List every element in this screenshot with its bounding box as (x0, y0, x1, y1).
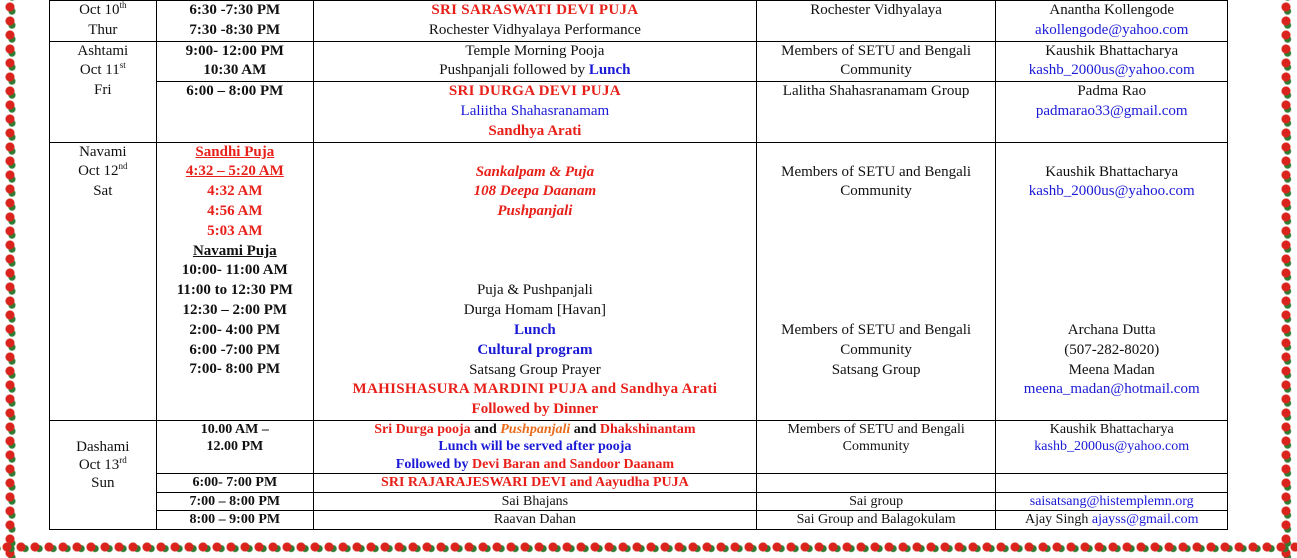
contact-name: Kaushik Bhattacharya (1045, 42, 1179, 59)
event-item: Laliitha Shahasranamam (460, 102, 610, 119)
event-cell (314, 41, 757, 82)
contact-email-link[interactable]: padmarao33@gmail.com (1035, 102, 1188, 119)
day-cell (50, 420, 157, 529)
event-item: Sri Durga pooja (374, 421, 475, 437)
contact-email-link[interactable]: kashb_2000us@yahoo.com (1028, 62, 1195, 79)
event-item: Satsang Group Prayer (469, 361, 601, 378)
event-item: Pushpanjali (500, 421, 574, 437)
floral-border-bottom (0, 536, 1297, 558)
event-title: MAHISHASURA MARDINI PUJA and Sandhya Arati (352, 381, 718, 398)
organizer-group: Rochester Vidhyalaya (810, 2, 942, 18)
table-row (50, 41, 1228, 82)
group-cell (756, 142, 996, 420)
event-item: Followed by (395, 456, 472, 472)
time-slot: 6:00- 7:00 PM (192, 475, 278, 491)
event-item: Durga Homam [Havan] (463, 302, 606, 319)
group-cell (756, 41, 996, 82)
day-suffix: nd (118, 161, 128, 172)
table-row (50, 142, 1228, 420)
time-cell (156, 1, 313, 42)
time-slot: 10:30 AM (203, 62, 267, 79)
table-row (50, 474, 1228, 493)
table-row (50, 1, 1228, 42)
contact-cell (996, 41, 1228, 82)
organizer-group: Members of SETU and Bengali Community (781, 321, 972, 358)
time-slot: 10:00- 11:00 AM (181, 262, 288, 279)
event-item: Pushpanjali (497, 203, 573, 220)
contact-cell (996, 492, 1228, 511)
time-slot: 5:03 AM (207, 222, 263, 239)
contact-cell (996, 511, 1228, 530)
time-cell (156, 474, 313, 493)
group-cell (756, 492, 996, 511)
organizer-group: Sai group (849, 493, 904, 509)
day-name: Dashami (76, 438, 130, 455)
table-row (50, 492, 1228, 511)
day-date: Oct 10 (79, 2, 120, 18)
organizer-group: Satsang Group (831, 361, 921, 378)
event-cell (314, 420, 757, 474)
event-item: Devi Baran and Sandoor Daanam (472, 456, 675, 472)
event-item: Dhakshinantam (599, 421, 696, 437)
time-cell (156, 41, 313, 82)
table-row (50, 511, 1228, 530)
floral-border-left (0, 0, 20, 558)
event-item: Sandhya Arati (488, 122, 582, 139)
event-item: 108 Deepa Daanam (473, 183, 597, 200)
time-slot: 6:00 – 8:00 PM (186, 83, 284, 100)
organizer-group: Members of SETU and Bengali Community (787, 421, 965, 455)
event-highlight: Lunch (514, 321, 556, 338)
contact-name: Kaushik Bhattacharya (1045, 163, 1179, 180)
day-name: Ashtami (77, 42, 129, 59)
contact-cell (996, 142, 1228, 420)
floral-border-right (1275, 0, 1297, 558)
time-slot: 4:32 AM (207, 183, 263, 200)
contact-cell (996, 1, 1228, 42)
event-connector: and (474, 421, 501, 437)
time-slot: 7:00 – 8:00 PM (189, 493, 281, 509)
time-slot: 6:00 -7:00 PM (189, 341, 281, 358)
day-cell (50, 41, 157, 142)
day-date: Oct 12 (78, 163, 119, 180)
event-cell (314, 492, 757, 511)
event-item: Sai Bhajans (501, 493, 569, 509)
time-slot: 7:00- 8:00 PM (189, 361, 281, 378)
contact-cell (996, 420, 1228, 474)
time-slot: 12:30 – 2:00 PM (182, 301, 288, 318)
event-cell (314, 1, 757, 42)
contact-email-link[interactable]: meena_madan@hotmail.com (1023, 381, 1200, 398)
event-cell (314, 474, 757, 493)
event-title: SRI SARASWATI DEVI PUJA (431, 2, 639, 18)
contact-name: Meena Madan (1068, 361, 1155, 378)
group-cell (756, 511, 996, 530)
time-slot: 2:00- 4:00 PM (189, 321, 281, 338)
event-item: Sankalpam & Puja (475, 163, 595, 180)
event-item: Puja & Pushpanjali (476, 282, 593, 299)
event-item: Pushpanjali followed by (439, 62, 589, 79)
group-cell (756, 1, 996, 42)
contact-cell (996, 474, 1228, 493)
navami-puja-title: Navami Puja (192, 242, 277, 259)
time-slot: 11:00 to 12:30 PM (176, 282, 293, 299)
time-cell (156, 82, 313, 142)
day-date: Oct 13 (78, 456, 120, 473)
day-weekday: Fri (94, 82, 112, 99)
event-item: Temple Morning Pooja (465, 42, 605, 59)
time-slot: 4:32 – 5:20 AM (185, 163, 284, 180)
organizer-group: Sai Group and Balagokulam (796, 512, 956, 528)
time-slot: 7:30 -8:30 PM (189, 21, 281, 38)
event-connector: and (573, 421, 600, 437)
time-slot: 8:00 – 9:00 PM (189, 512, 281, 528)
day-weekday: Thur (88, 21, 118, 38)
day-cell (50, 142, 157, 420)
event-item: Rochester Vidhyalaya Performance (428, 21, 641, 38)
event-item: Raavan Dahan (493, 512, 576, 528)
group-cell (756, 82, 996, 142)
contact-name: Archana Dutta (1067, 321, 1156, 338)
time-slot: 12.00 PM (206, 439, 264, 455)
contact-name: Anantha Kollengode (1049, 2, 1174, 18)
time-cell (156, 420, 313, 474)
event-cell (314, 142, 757, 420)
event-highlight: Cultural program (477, 341, 593, 358)
organizer-group: Members of SETU and Bengali Community (781, 42, 972, 79)
time-slot: 4:56 AM (207, 202, 263, 219)
time-cell (156, 492, 313, 511)
puja-schedule-table (49, 0, 1228, 530)
time-cell (156, 142, 313, 420)
event-title: SRI DURGA DEVI PUJA (448, 83, 621, 100)
time-slot: 9:00- 12:00 PM (185, 42, 284, 59)
contact-email-link[interactable]: kashb_2000us@yahoo.com (1028, 183, 1195, 200)
contact-name: Padma Rao (1077, 83, 1147, 100)
group-cell (756, 474, 996, 493)
day-suffix: th (119, 0, 127, 10)
contact-email-link[interactable]: akollengode@yahoo.com (1035, 21, 1189, 38)
contact-name: Kaushik Bhattacharya (1049, 421, 1174, 437)
contact-phone: (507-282-8020) (1064, 341, 1160, 358)
day-suffix: st (119, 60, 126, 71)
contact-email-link[interactable]: ajayss@gmail.com (1091, 512, 1199, 528)
sandhi-puja-title: Sandhi Puja (195, 143, 275, 160)
contact-name: Ajay Singh (1024, 512, 1092, 528)
day-cell (50, 1, 157, 42)
contact-cell (996, 82, 1228, 142)
time-cell (156, 511, 313, 530)
event-item: Followed by Dinner (471, 401, 599, 418)
day-date: Oct 11 (79, 62, 120, 79)
event-highlight: Lunch will be served after pooja (438, 439, 632, 455)
event-title: SRI RAJARAJESWARI DEVI and Aayudha PUJA (381, 475, 689, 491)
organizer-group: Members of SETU and Bengali Community (781, 163, 972, 200)
contact-email-link[interactable]: saisatsang@histemplemn.org (1029, 493, 1194, 509)
day-suffix: rd (119, 454, 127, 465)
event-cell (314, 82, 757, 142)
event-highlight: Lunch (588, 62, 631, 79)
group-cell (756, 420, 996, 474)
day-weekday: Sun (91, 474, 115, 491)
time-slot: 10.00 AM – (200, 421, 269, 437)
day-weekday: Sat (93, 183, 113, 200)
table-row (50, 82, 1228, 142)
contact-email-link[interactable]: kashb_2000us@yahoo.com (1034, 439, 1190, 455)
day-name: Navami (79, 143, 127, 160)
event-cell (314, 511, 757, 530)
time-slot: 6:30 -7:30 PM (189, 2, 281, 18)
organizer-group: Lalitha Shahasranamam Group (782, 83, 970, 100)
table-row (50, 420, 1228, 474)
